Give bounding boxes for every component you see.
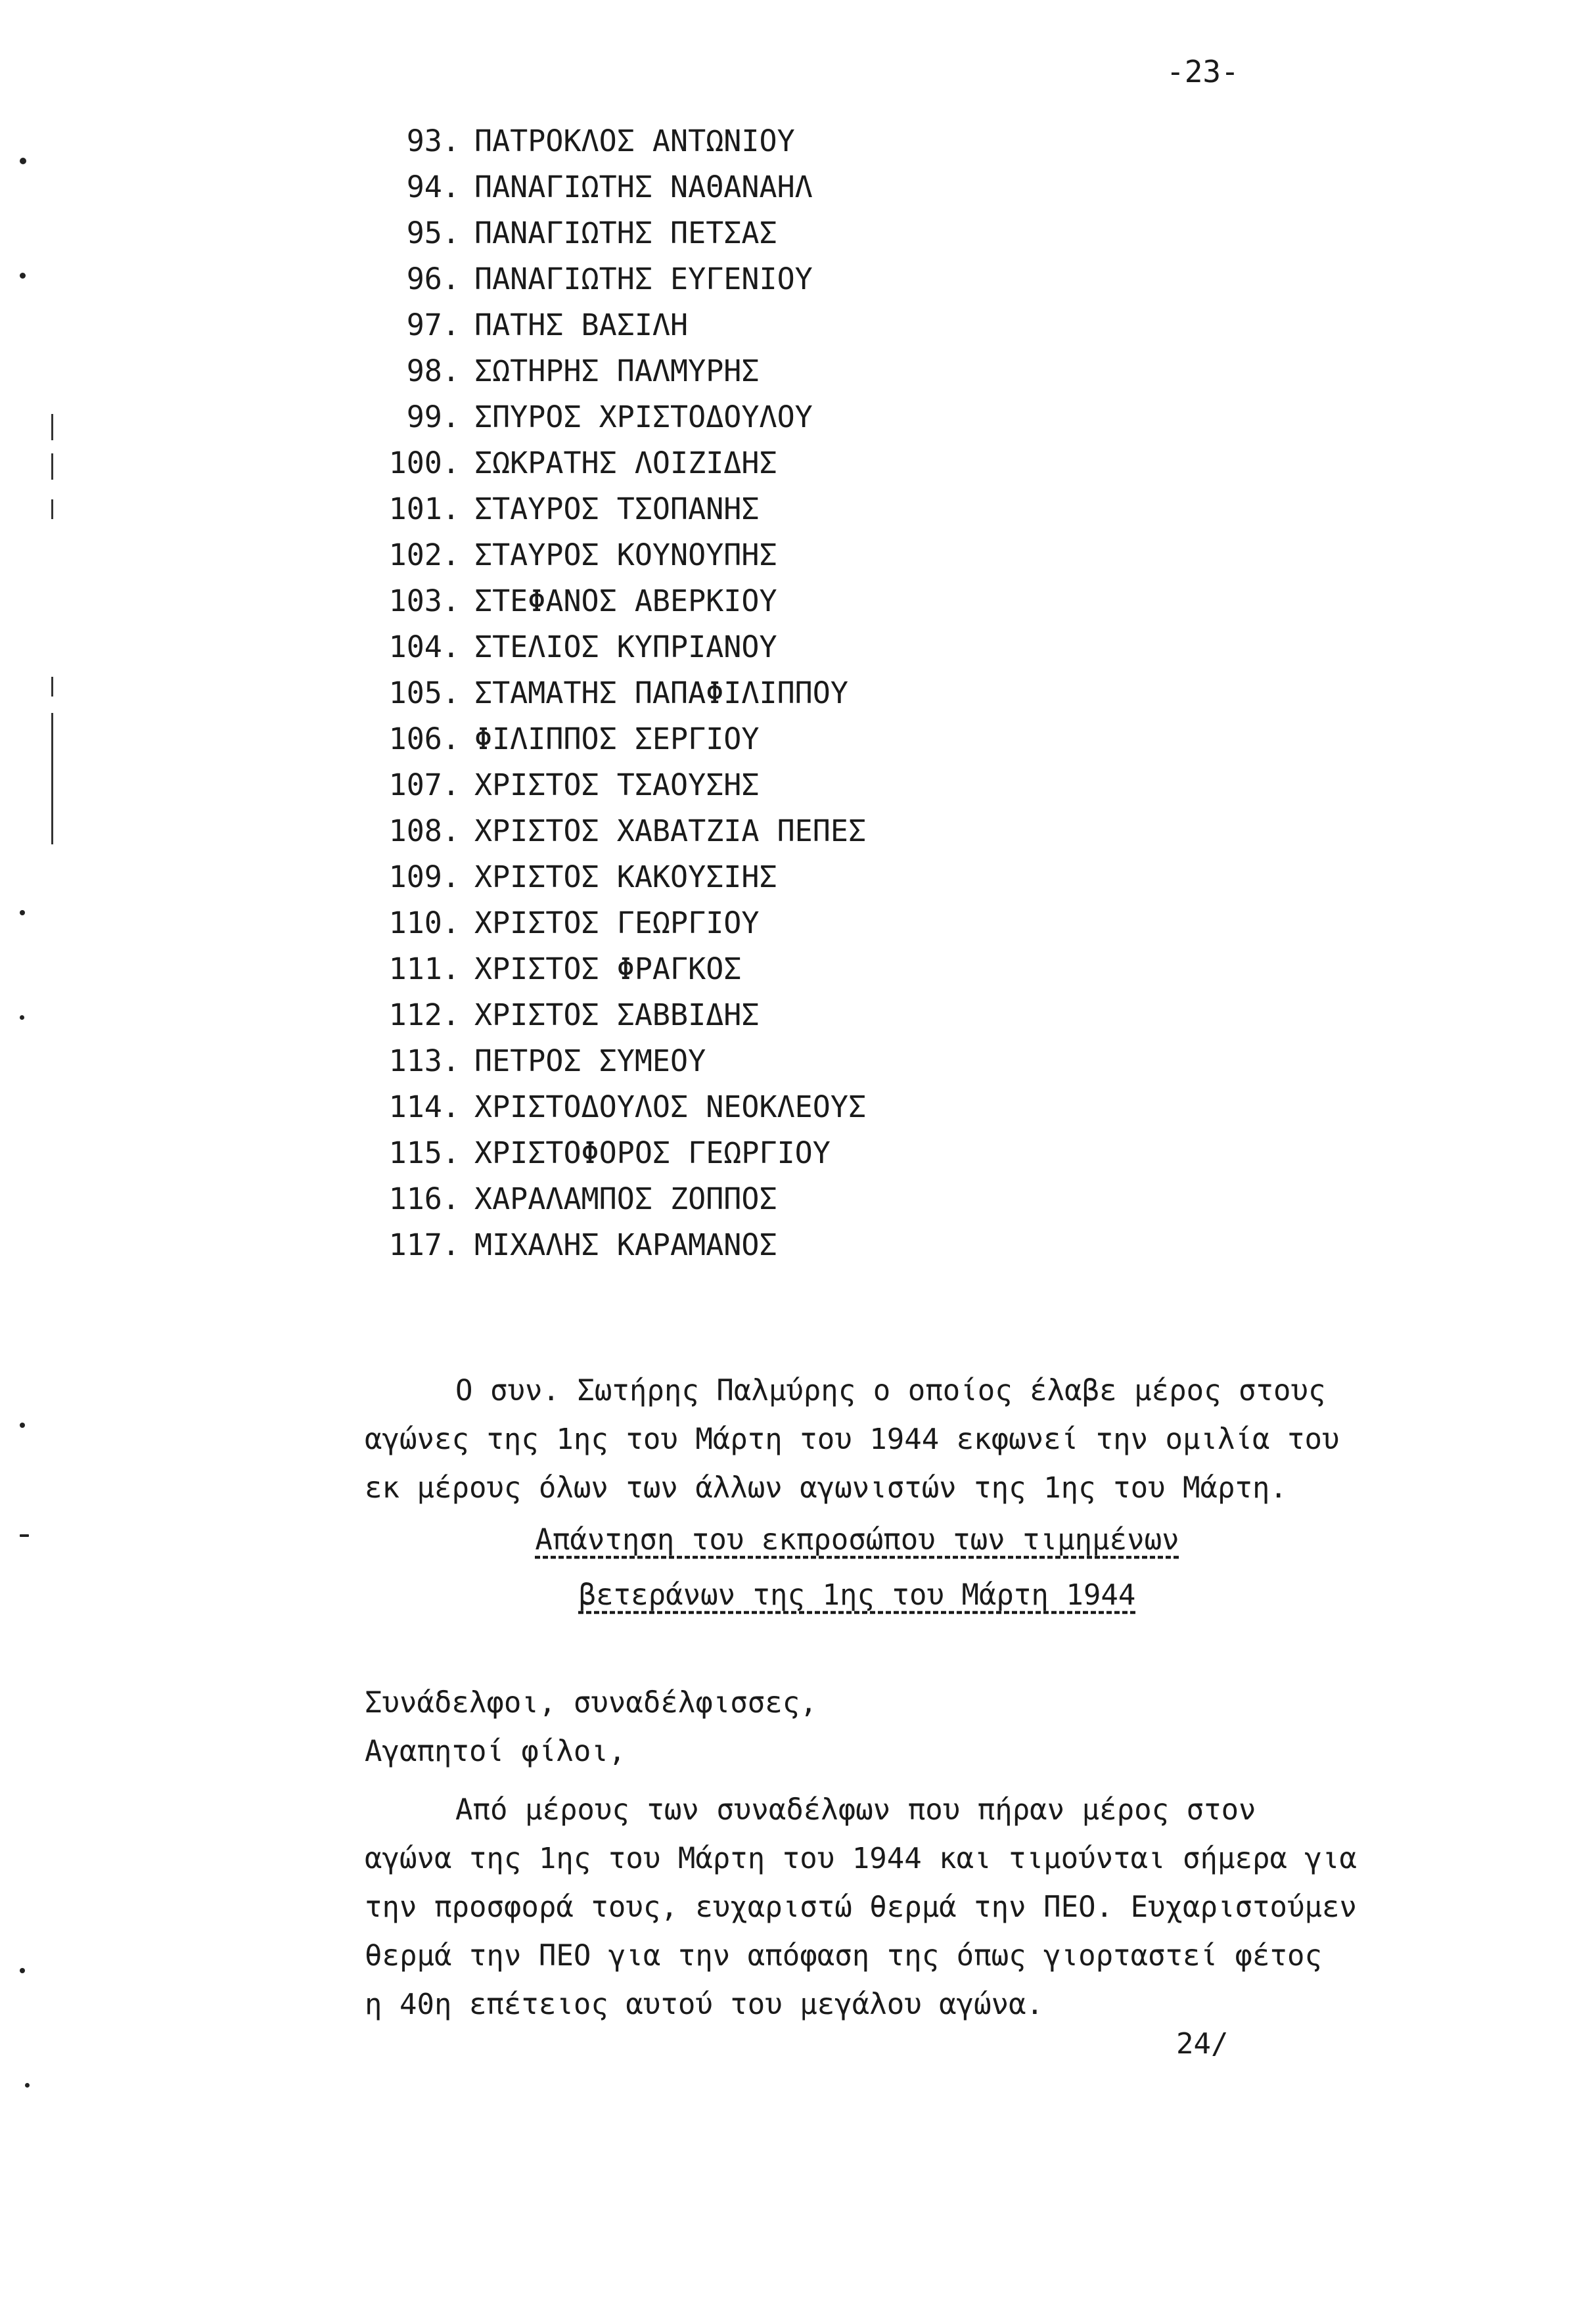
honoree-name: ΣΩΚΡΑΤΗΣ ΛΟΙΖΙΔΗΣ [474, 446, 777, 480]
honoree-item [368, 900, 866, 946]
intro-line: αγώνες της 1ης του Μάρτη του 1944 εκφωνεί την ομιλία του [365, 1423, 1340, 1456]
honoree-number: 95. [406, 216, 460, 250]
honoree-item [368, 1130, 866, 1176]
margin-mark [51, 713, 53, 844]
honoree-item [368, 1222, 866, 1268]
honoree-item [368, 624, 866, 670]
honoree-number: 113. [388, 1043, 460, 1078]
honoree-name: ΣΤΑΜΑΤΗΣ ΠΑΠΑΦΙΛΙΠΠΟΥ [474, 675, 848, 710]
honoree-name: ΣΤΕΦΑΝΟΣ ΑΒΕΡΚΙΟΥ [474, 583, 777, 618]
honoree-number: 97. [406, 308, 460, 342]
honoree-name: ΧΡΙΣΤΟΦΟΡΟΣ ΓΕΩΡΓΙΟΥ [474, 1135, 831, 1170]
margin-mark [51, 677, 53, 697]
honoree-name: ΠΑΝΑΓΙΩΤΗΣ ΝΑΘΑΝΑΗΛ [474, 170, 813, 204]
page-number: -23- [1166, 54, 1239, 89]
honoree-number: 96. [406, 262, 460, 296]
honoree-name: ΧΑΡΑΛΑΜΠΟΣ ΖΟΠΠΟΣ [474, 1181, 777, 1216]
honoree-item [368, 762, 866, 808]
body-line: η 40η επέτειος αυτού του μεγάλου αγώνα. [365, 1988, 1044, 2021]
honoree-number: 103. [388, 583, 460, 618]
body-line: την προσφορά τους, ευχαριστώ θερμά την ΠΕΟ. Ευχαριστούμεν [365, 1890, 1357, 1924]
scan-speck [25, 2083, 30, 2088]
honoree-name: ΠΕΤΡΟΣ ΣΥΜΕΟΥ [474, 1043, 706, 1078]
body-line: Από μέρους των συναδέλφων που πήραν μέρος στον [455, 1793, 1256, 1827]
salutation-line: Συνάδελφοι, συναδέλφισσες, [365, 1686, 817, 1720]
continuation-marker: 24/ [1176, 2027, 1229, 2061]
honoree-number: 100. [388, 446, 460, 480]
honoree-number: 112. [388, 997, 460, 1032]
honoree-item [368, 1084, 866, 1130]
honoree-number: 110. [388, 905, 460, 940]
honoree-item [368, 1038, 866, 1084]
honoree-number: 117. [388, 1227, 460, 1262]
honoree-name: ΣΤΑΥΡΟΣ ΤΣΟΠΑΝΗΣ [474, 492, 760, 526]
honoree-number: 114. [388, 1089, 460, 1124]
honoree-name: ΦΙΛΙΠΠΟΣ ΣΕΡΓΙΟΥ [474, 721, 760, 756]
scan-speck [20, 158, 26, 164]
honoree-number: 104. [388, 629, 460, 664]
honoree-item [368, 1176, 866, 1222]
honoree-name: ΠΑΤΡΟΚΛΟΣ ΑΝΤΩΝΙΟΥ [474, 124, 795, 158]
body-line: θερμά την ΠΕΟ για την απόφαση της όπως γιορταστεί φέτος [365, 1939, 1322, 1973]
honoree-name: ΣΤΕΛΙΟΣ ΚΥΠΡΙΑΝΟΥ [474, 629, 777, 664]
honoree-name: ΧΡΙΣΤΟΣ ΚΑΚΟΥΣΙΗΣ [474, 859, 777, 894]
intro-line: Ο συν. Σωτήρης Παλμύρης ο οποίος έλαβε μέρος στους [455, 1374, 1326, 1407]
intro-line: εκ μέρους όλων των άλλων αγωνιστών της 1ης του Μάρτη. [365, 1471, 1287, 1505]
honoree-number: 98. [406, 354, 460, 388]
speech-heading-line-2: βετεράνων της 1ης του Μάρτη 1944 [578, 1578, 1136, 1612]
honoree-item [368, 808, 866, 854]
scan-speck [20, 1534, 29, 1537]
scan-speck [20, 273, 26, 279]
honoree-number: 108. [388, 813, 460, 848]
intro-paragraph [365, 1367, 1396, 1513]
honoree-item [368, 256, 866, 302]
honoree-name: ΧΡΙΣΤΟΣ ΦΡΑΓΚΟΣ [474, 951, 742, 986]
salutation-line: Αγαπητοί φίλοι, [365, 1735, 626, 1768]
scan-speck [20, 1968, 25, 1973]
honoree-item [368, 578, 866, 624]
honoree-item [368, 532, 866, 578]
scan-speck [20, 910, 25, 915]
scan-speck [20, 1015, 24, 1020]
honoree-name: ΧΡΙΣΤΟΔΟΥΛΟΣ ΝΕΟΚΛΕΟΥΣ [474, 1089, 867, 1124]
margin-mark [51, 453, 53, 480]
honoree-number: 111. [388, 951, 460, 986]
honoree-item [368, 946, 866, 992]
honoree-name: ΠΑΝΑΓΙΩΤΗΣ ΕΥΓΕΝΙΟΥ [474, 262, 813, 296]
salutation [365, 1679, 817, 1776]
honoree-number: 102. [388, 537, 460, 572]
honoree-item [368, 486, 866, 532]
scan-speck [20, 1423, 25, 1428]
honoree-name: ΧΡΙΣΤΟΣ ΤΣΑΟΥΣΗΣ [474, 767, 760, 802]
honoree-item [368, 348, 866, 394]
body-line: αγώνα της 1ης του Μάρτη του 1944 και τιμούνται σήμερα για [365, 1842, 1357, 1875]
honoree-number: 99. [406, 400, 460, 434]
honoree-name: ΣΠΥΡΟΣ ΧΡΙΣΤΟΔΟΥΛΟΥ [474, 400, 813, 434]
honoree-number: 94. [406, 170, 460, 204]
honoree-item [368, 164, 866, 210]
honoree-number: 107. [388, 767, 460, 802]
honoree-name: ΠΑΤΗΣ ΒΑΣΙΛΗ [474, 308, 689, 342]
honoree-item [368, 992, 866, 1038]
honoree-number: 93. [406, 124, 460, 158]
honoree-number: 116. [388, 1181, 460, 1216]
honoree-name: ΧΡΙΣΤΟΣ ΣΑΒΒΙΔΗΣ [474, 997, 760, 1032]
honoree-list [368, 118, 866, 1268]
honoree-number: 105. [388, 675, 460, 710]
margin-mark [51, 414, 53, 440]
honoree-item [368, 716, 866, 762]
honoree-number: 101. [388, 492, 460, 526]
honoree-item [368, 394, 866, 440]
honoree-number: 115. [388, 1135, 460, 1170]
honoree-item [368, 302, 866, 348]
honoree-item [368, 670, 866, 716]
honoree-name: ΧΡΙΣΤΟΣ ΧΑΒΑΤΖΙΑ ΠΕΠΕΣ [474, 813, 867, 848]
honoree-item [368, 854, 866, 900]
honoree-number: 109. [388, 859, 460, 894]
honoree-name: ΜΙΧΑΛΗΣ ΚΑΡΑΜΑΝΟΣ [474, 1227, 777, 1262]
honoree-name: ΠΑΝΑΓΙΩΤΗΣ ΠΕΤΣΑΣ [474, 216, 777, 250]
speech-paragraph [365, 1786, 1423, 2029]
margin-mark [51, 499, 53, 519]
honoree-name: ΣΤΑΥΡΟΣ ΚΟΥΝΟΥΠΗΣ [474, 537, 777, 572]
honoree-item [368, 118, 866, 164]
speech-heading-line-1: Απάντηση του εκπροσώπου των τιμημένων [535, 1523, 1179, 1557]
honoree-name: ΧΡΙΣΤΟΣ ΓΕΩΡΓΙΟΥ [474, 905, 760, 940]
honoree-name: ΣΩΤΗΡΗΣ ΠΑΛΜΥΡΗΣ [474, 354, 760, 388]
honoree-item [368, 440, 866, 486]
honoree-item [368, 210, 866, 256]
honoree-number: 106. [388, 721, 460, 756]
